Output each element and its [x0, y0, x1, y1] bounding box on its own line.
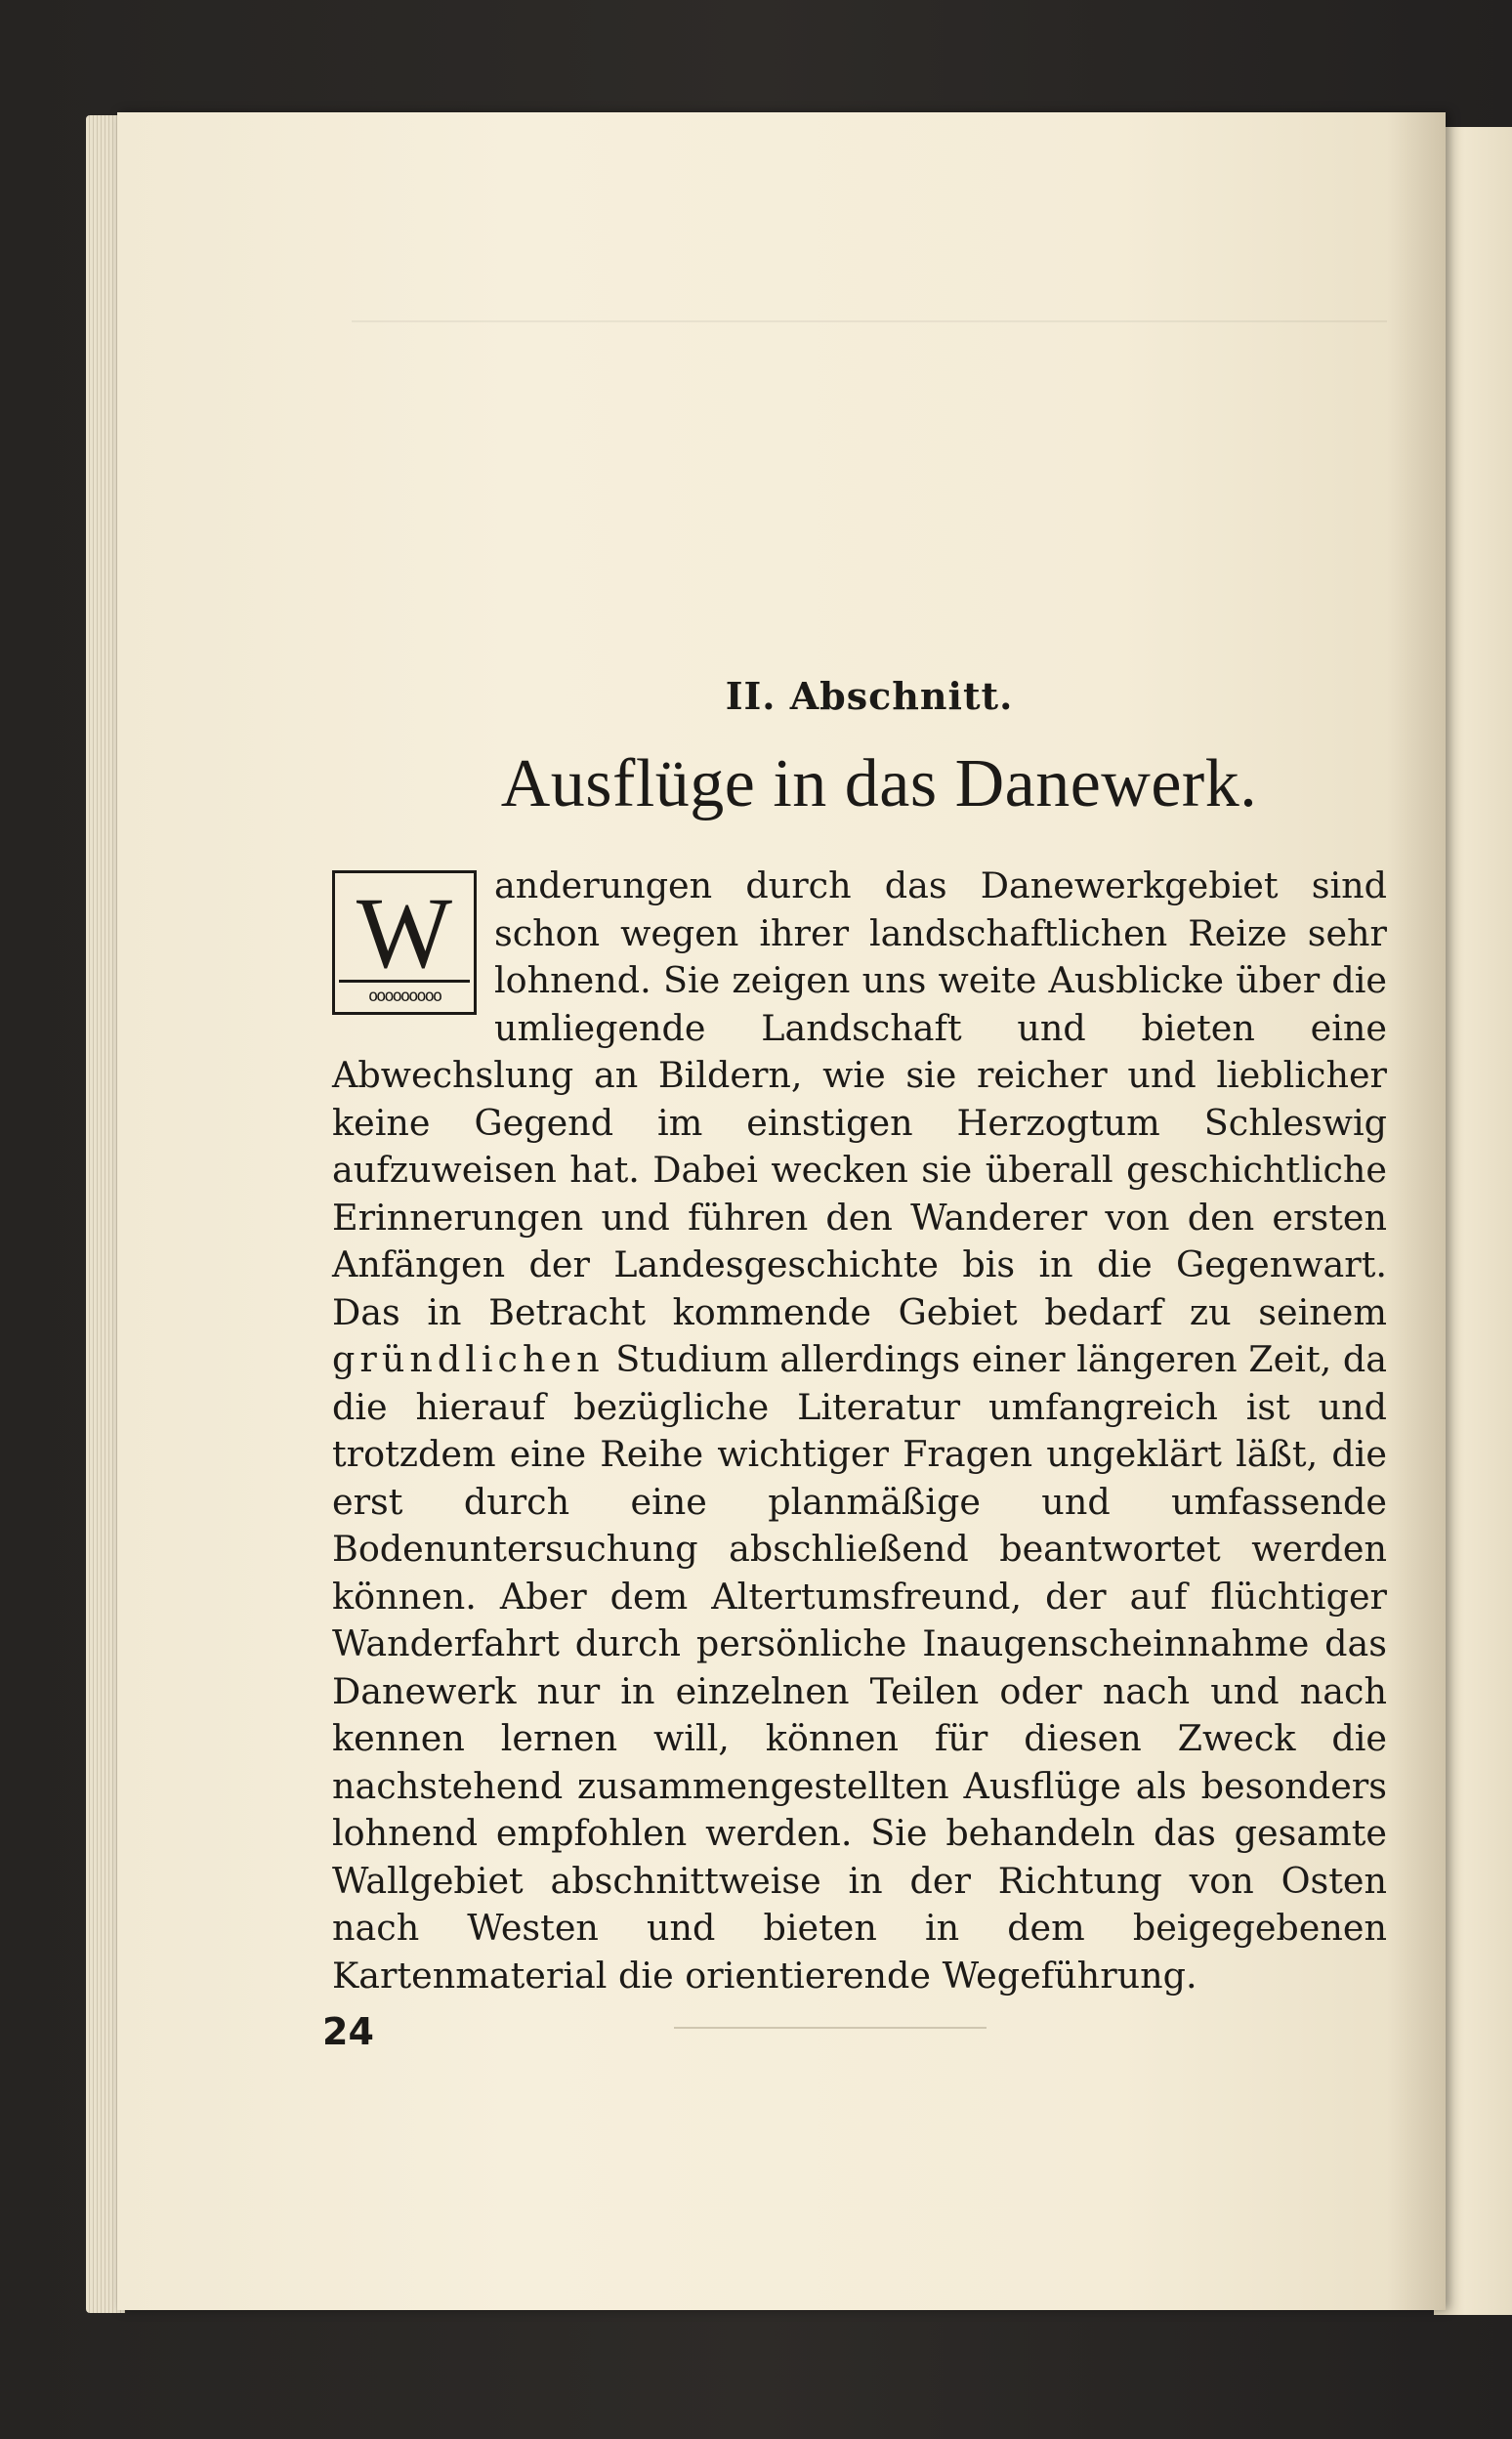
page-number: 24 [322, 2010, 374, 2053]
gutter-shadow [1387, 112, 1446, 2310]
body-paragraph [332, 862, 1387, 1999]
bleed-through-rule [352, 320, 1387, 322]
initial-ornament: ooooooooo [367, 987, 441, 1006]
chapter-title: Ausflüge in das Danewerk. [500, 746, 1258, 821]
decorative-initial [332, 870, 477, 1015]
end-rule [674, 2027, 987, 2029]
page-text-block [332, 674, 1387, 1999]
body-spaced-word: gründlichen [332, 1338, 605, 1380]
section-label: II. Abschnitt. [725, 674, 1014, 718]
next-page-edge [1434, 127, 1512, 2315]
body-text-start: anderungen durch das Danewerkgebiet sind schon wegen ihrer landschaftlichen Reize sehr lohnend. Sie zeigen uns weite Ausblicke über die umliegende Landschaft und bieten eine Abwechslung an Bildern, wie sie reicher und lieblicher keine Gegend im einstigen Herzogtum Schleswig aufzuweisen hat. Dabei wecken sie überall geschichtliche Erinnerungen und führen den Wanderer von den ersten Anfängen der Landesgeschichte bis in die Gegenwart. Das in Betracht kommende Gebiet bedarf zu seinem [332, 864, 1387, 1333]
initial-rule [339, 980, 470, 983]
initial-letter: W [356, 877, 453, 989]
body-text-end: Studium allerdings einer längeren Zeit, da die hierauf bezügliche Literatur umfangreich ist und trotzdem eine Reihe wichtiger Fragen ungeklärt läßt, die erst durch eine planmäßige und umfassende Bodenuntersuchung abschließend beantwortet werden können. Aber dem Altertumsfreund, der auf flüchtiger Wanderfahrt durch persönliche Inaugenscheinnahme das Danewerk nur in einzelnen Teilen oder nach und nach kennen lernen will, können für diesen Zweck die nachstehend zusammengestellten Ausflüge als besonders lohnend empfohlen werden. Sie behandeln das gesamte Wallgebiet abschnittweise in der Richtung von Osten nach Westen und bieten in dem beigegebenen Kartenmaterial die orientierende Wegeführung. [332, 1338, 1387, 1997]
